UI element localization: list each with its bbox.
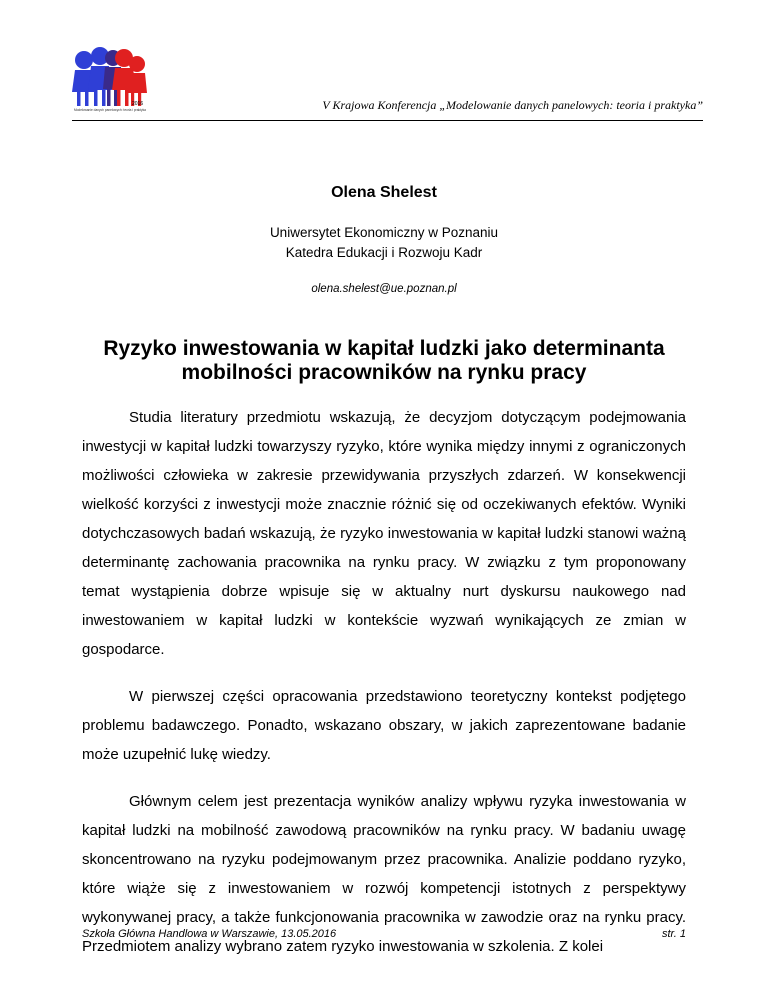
author-name: Olena Shelest	[331, 184, 437, 201]
author-affiliation-university: Uniwersytet Ekonomiczny w Poznaniu	[269, 225, 499, 240]
logo-caption: Modelowanie danych panelowych: teoria i praktyka	[74, 108, 146, 112]
paragraph: Studia literatury przedmiotu wskazują, że decyzjom dotyczącym podejmowania inwestycji w kapitał ludzki towarzyszy ryzyko, które wynika między innymi z ograniczonych możliwości człowieka w zakresie przewidywania przyszłych zdarzeń. W konsekwencji wielkość korzyści z inwestycji może znacznie różnić się od oczekiwanych efektów. Wyniki dotychczasowych badań wskazują, że ryzyko inwestowania w kapitał ludzki stanowi ważną determinantę zachowania pracownika na rynku pracy. W związku z tym proponowany temat wystąpienia dobrze wpisuje się w aktualny nurt dyskursu naukowego nad inwestowaniem w kapitał ludzki w kontekście wyzwań wynikających ze zmian w gospodarce.	[82, 409, 686, 658]
page-number: str. 1	[661, 928, 686, 940]
author-affiliation-department: Katedra Edukacji i Rozwoju Kadr	[285, 245, 483, 260]
footer-venue-date: Szkoła Główna Handlowa w Warszawie, 13.05.2016	[82, 928, 337, 940]
logo-year: 2016	[132, 101, 144, 107]
abstract-body	[82, 403, 686, 961]
author-email: olena.shelest@ue.poznan.pl	[311, 283, 457, 295]
header-divider	[72, 120, 703, 121]
paper-title: Ryzyko inwestowania w kapitał ludzki jako determinanta mobilności pracowników na rynku pracy	[103, 337, 665, 384]
paragraph: W pierwszej części opracowania przedstawiono teoretyczny kontekst podjętego problemu badawczego. Ponadto, wskazano obszary, w jakich zaprezentowane badanie może uzupełnić lukę wiedzy.	[82, 688, 686, 763]
paragraph: Głównym celem jest prezentacja wyników analizy wpływu ryzyka inwestowania w kapitał ludzki na mobilność zawodową pracowników na rynku pracy. W badaniu uwagę skoncentrowano na ryzyku podejmowanym przez pracownika. Analizie poddano ryzyko, które wiąże się z inwestowaniem w rozwój kompetencji istotnych z perspektywy wykonywanej pracy, a także funkcjonowania pracownika w zawodzie oraz na rynku pracy. Przedmiotem analizy wybrano zatem ryzyko inwestowania w szkolenia. Z kolei	[82, 793, 686, 955]
conference-header: V Krajowa Konferencja „Modelowanie danych panelowych: teoria i praktyka”	[322, 98, 703, 112]
